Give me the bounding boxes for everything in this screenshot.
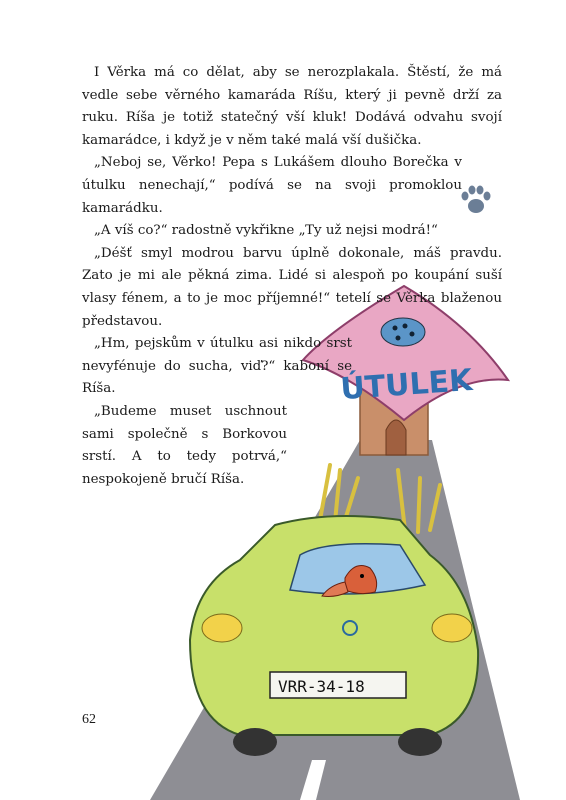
license-plate-text: VRR-34-18 (278, 677, 365, 696)
wheel-right (398, 728, 442, 756)
page-number: 62 (82, 712, 96, 727)
headlight-right (432, 614, 472, 642)
paragraph-1: I Věrka má co dělat, aby se nerozplakala. Štěstí, že má vedle sebe věrného kamaráda Ríšu, který ji pevně drží za ruku. Ríša je totiž statečný vší kluk! Dodává odvahu svojí kamarádce, i když je v něm také malá vší dušička. (82, 65, 502, 148)
sign-text: ÚTULEK (339, 363, 474, 408)
paragraph-6: „Budeme muset uschnout sami společně s Borkovou srstí. A to tedy potrvá,“ nespokojeně bručí Ríša. (82, 403, 287, 487)
paragraph-4: „Déšť smyl modrou barvu úplně dokonale, máš pravdu. Zato je mi ale pěkná zima. Lidé si alespoň po koupání suší vlasy fénem, a to je moc příjemné!“ tetelí se Věrka blaženou představou. (82, 245, 502, 329)
paragraph-3: „A víš co?“ radostně vykřikne „Ty už nejsi modrá!“ (94, 223, 438, 239)
paragraph-2: „Neboj se, Věrko! Pepa s Lukášem dlouho Borečka v útulku nenechají,“ podívá se na svoji promoklou kamarádku. (82, 155, 462, 216)
paragraph-5: „Hm, pejskům v útulku asi nikdo srst nevyfénuje do sucha, viď?“ kaboní se Ríša. (82, 336, 352, 397)
story-text (82, 62, 502, 491)
headlight-left (202, 614, 242, 642)
wheel-left (233, 728, 277, 756)
